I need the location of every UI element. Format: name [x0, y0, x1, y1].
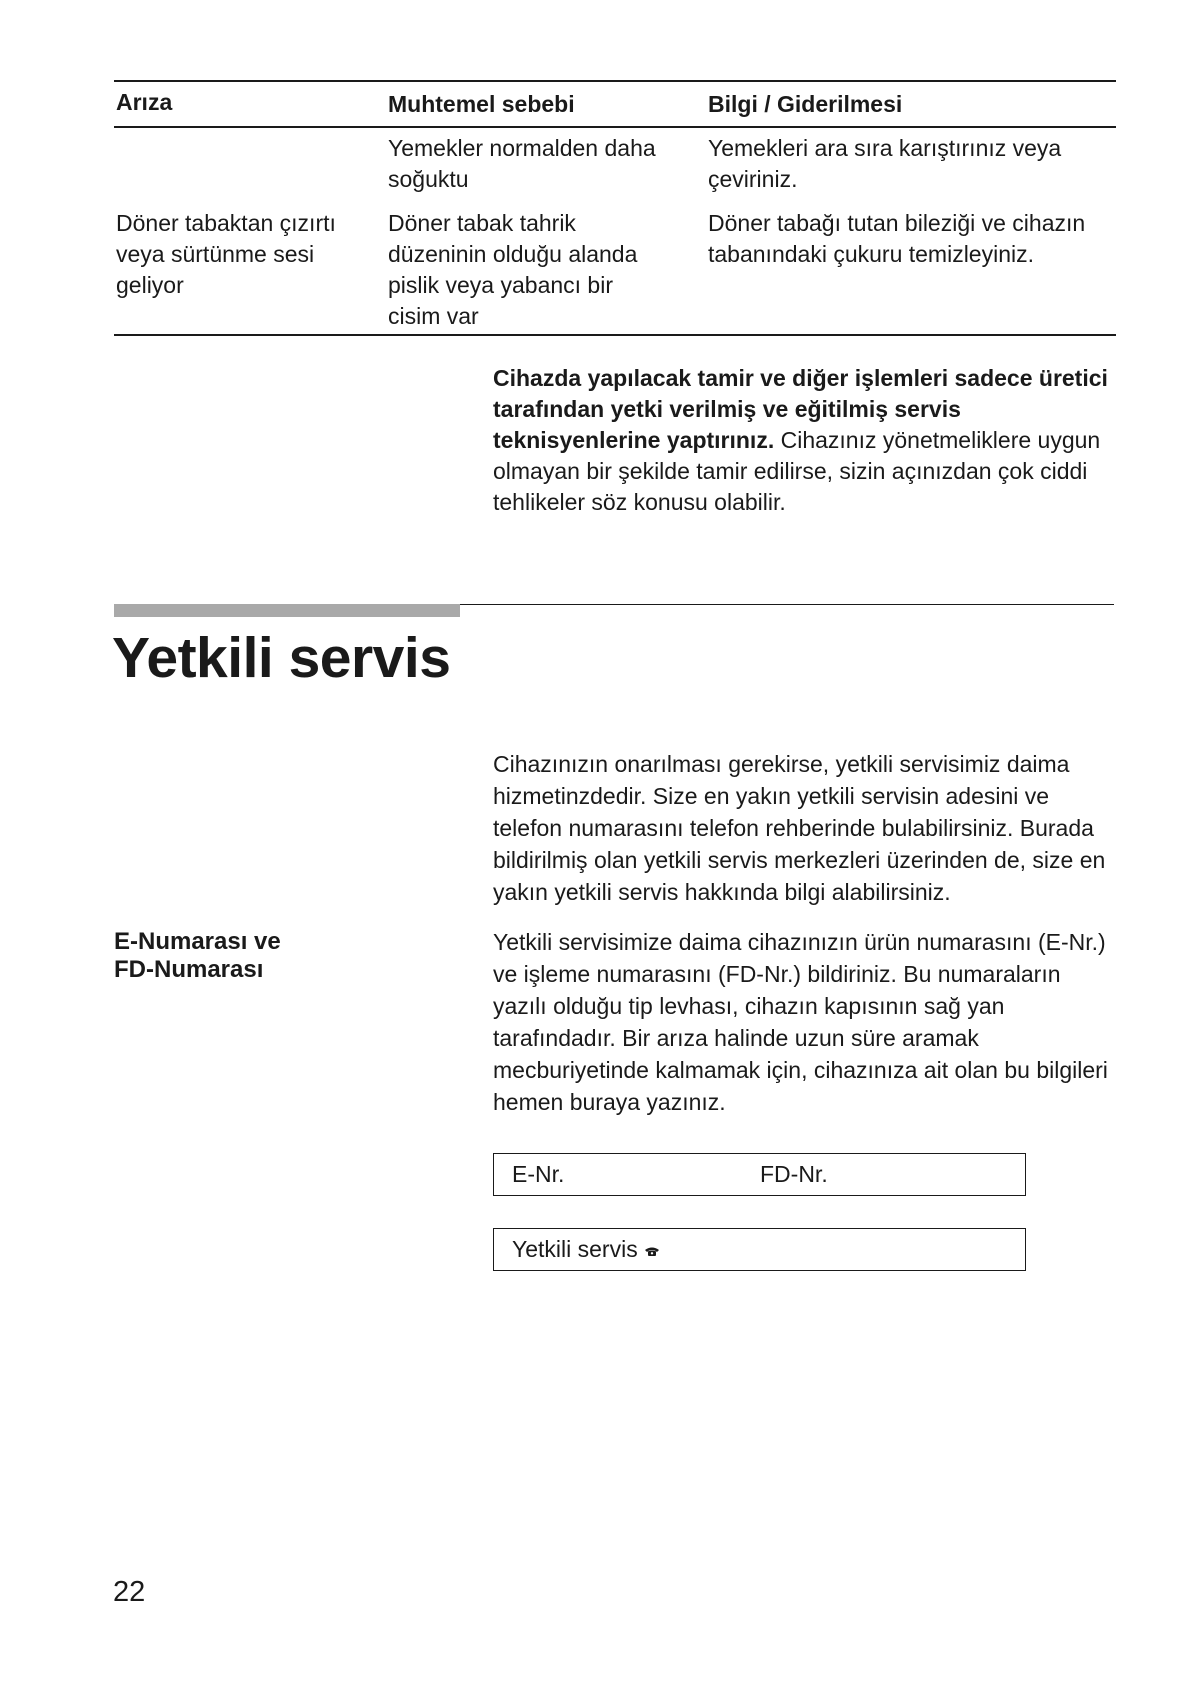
fd-nr-label: FD-Nr. [760, 1161, 828, 1187]
page-number: 22 [113, 1576, 146, 1608]
e-nr-label: E-Nr. [512, 1161, 565, 1187]
table-cell-r2-cause: Döner tabak tahrik düzeninin olduğu alanda pislik veya yabancı bir cisim var [388, 210, 638, 329]
table-header-rule [114, 126, 1116, 128]
section-title: Yetkili servis [112, 626, 451, 690]
service-label-group [512, 1229, 660, 1269]
table-cell-r2-solution: Döner tabağı tutan bileziği ve cihazın tabanındaki çukuru temizleyiniz. [708, 210, 1086, 267]
warning-bold-text: Cihazda yapılacak tamir ve diğer işlemleri sadece üretici tarafından yetki verilmiş ve eğitilmiş servis teknisyenlerine yaptırınız. [493, 365, 1108, 453]
service-box[interactable] [493, 1228, 1026, 1271]
table-header-fault: Arıza [116, 89, 173, 115]
table-bottom-rule [114, 334, 1116, 336]
table-header-solution: Bilgi / Giderilmesi [708, 91, 903, 117]
table-cell-r1-cause: Yemekler normalden daha soğuktu [388, 135, 656, 192]
table-header-cause: Muhtemel sebebi [388, 91, 575, 117]
section-intro: Cihazınızın onarılması gerekirse, yetkili servisimiz daima hizmetinzdedir. Size en yakın yetkili servisin adesini ve telefon numarasını telefon rehberinde bulabilirsiniz. Burada bildirilmiş olan yetkili servis merkezleri üzerinden de, size en yakın yetkili servis hakkında bilgi alabilirsiniz. [493, 751, 1106, 905]
telephone-icon [644, 1229, 660, 1239]
section-bar [114, 604, 460, 617]
table-cell-r2-fault: Döner tabaktan çızırtı veya sürtünme sesi geliyor [116, 210, 336, 298]
sub-text: Yetkili servisimize daima cihazınızın ürün numarasını (E-Nr.) ve işleme numarasını (FD-Nr.) bildiriniz. Bu numaraların yazılı olduğu tip levhası, cihazın kapısının sağ yan tarafındadır. Bir arıza halinde uzun süre aramak mecburiyetinde kalmamak için, cihazınıza ait olan bu bilgileri hemen buraya yazınız. [493, 929, 1108, 1115]
table-top-rule [114, 80, 1116, 82]
warning-paragraph [493, 363, 1113, 518]
warning-normal-text: Cihazınız yönetmeliklere uygun olmayan bir şekilde tamir edilirse, sizin açınızdan çok ciddi tehlikeler söz konusu olabilir. [493, 427, 1101, 515]
number-box[interactable] [493, 1153, 1026, 1196]
sub-heading: E-Numarası ve FD-Numarası [114, 928, 281, 983]
service-label: Yetkili servis [512, 1236, 638, 1262]
table-cell-r1-solution: Yemekleri ara sıra karıştırınız veya çeviriniz. [708, 135, 1062, 192]
